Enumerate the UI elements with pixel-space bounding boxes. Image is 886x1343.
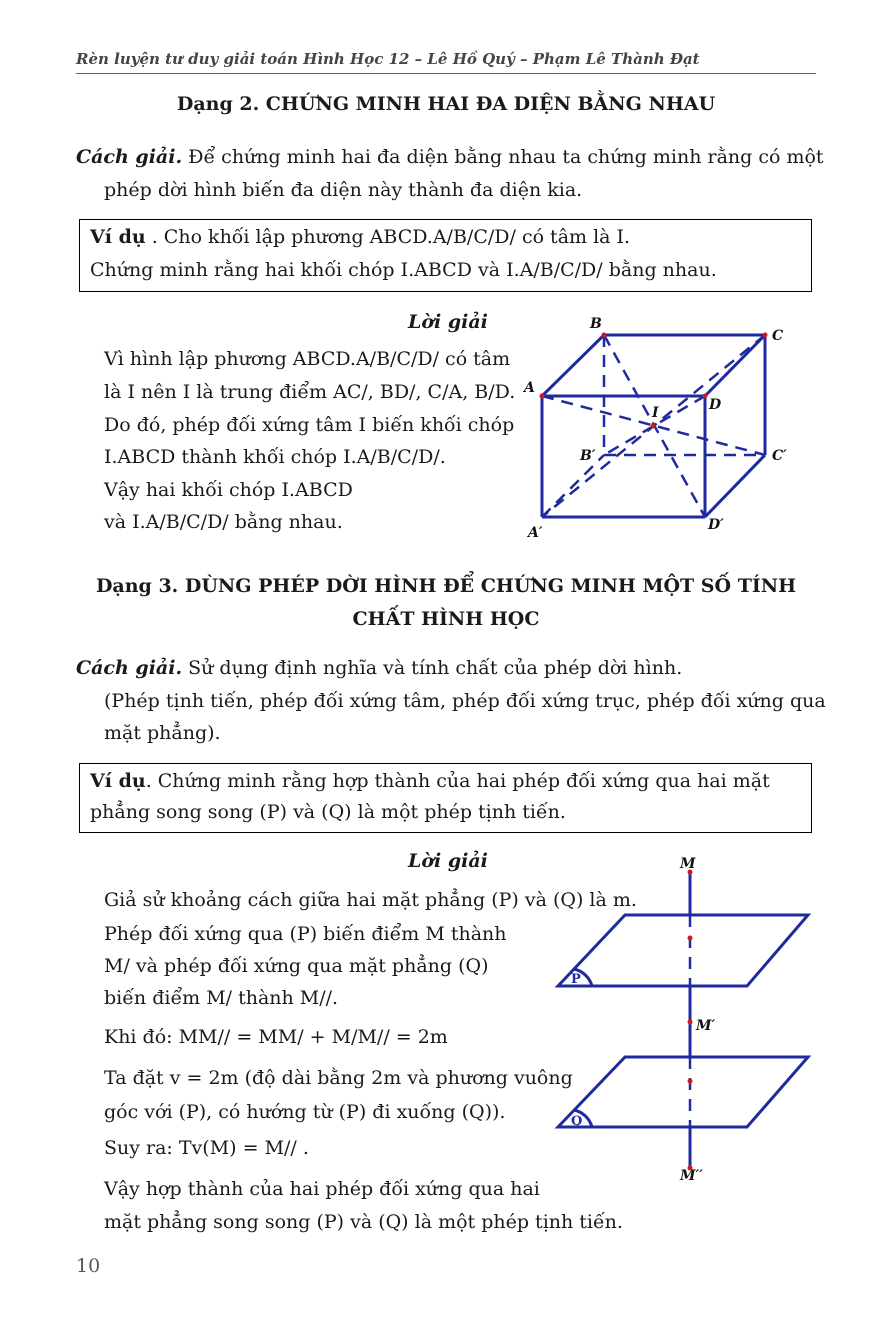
method-text: Sử dụng định nghĩa và tính chất của phép dời hình. [182, 657, 683, 679]
solution-line: Phép đối xứng qua (P) biến điểm M thành [104, 923, 507, 945]
cube-label-a: A [524, 380, 535, 396]
section2-title: Dạng 2. CHỨNG MINH HAI ĐA DIỆN BẰNG NHAU [176, 93, 716, 115]
header-rule [76, 73, 816, 74]
solution-line: Suy ra: Tv(M) = M// . [104, 1137, 309, 1159]
section3-solution-title: Lời giải [408, 850, 488, 872]
section2-example-line2: Chứng minh rằng hai khối chóp I.ABCD và I.A/B/C/D/ bằng nhau. [90, 259, 717, 281]
cube-label-d1: D′ [708, 517, 724, 533]
solution-line: Vậy hai khối chóp I.ABCD [104, 479, 353, 501]
section2-method-line1 [76, 146, 824, 168]
solution-line: và I.A/B/C/D/ bằng nhau. [104, 511, 343, 533]
section3-example-line2: phẳng song song (P) và (Q) là một phép tịnh tiến. [90, 801, 566, 823]
plane-label-q: Q [571, 1114, 583, 1129]
cube-label-c1: C′ [772, 448, 787, 464]
section3-method-line1 [76, 657, 682, 679]
solution-line: Khi đó: MM// = MM/ + M/M// = 2m [104, 1026, 448, 1048]
cube-label-b: B [590, 316, 602, 332]
plane-label-m2: M′′ [680, 1168, 703, 1184]
solution-line: mặt phẳng song song (P) và (Q) là một phép tịnh tiến. [104, 1211, 623, 1233]
section3-title-line1: Dạng 3. DÙNG PHÉP DỜI HÌNH ĐỂ CHỨNG MINH MỘT SỐ TÍNH [95, 575, 797, 597]
solution-line: I.ABCD thành khối chóp I.A/B/C/D/. [104, 446, 446, 468]
page-number: 10 [76, 1255, 101, 1277]
section3-method-line3: mặt phẳng). [104, 722, 221, 744]
cube-label-a1: A′ [528, 525, 543, 541]
section2-example-line1 [90, 226, 630, 248]
section3-title-line2: CHẤT HÌNH HỌC [352, 608, 540, 630]
solution-line: Ta đặt v = 2m (độ dài bằng 2m và phương vuông [104, 1067, 573, 1089]
example-label: Ví dụ [90, 770, 146, 792]
section3-example-line1 [90, 770, 770, 792]
solution-line: M/ và phép đối xứng qua mặt phẳng (Q) [104, 955, 489, 977]
solution-line: góc với (P), có hướng từ (P) đi xuống (Q)). [104, 1101, 506, 1123]
section2-method-line2: phép dời hình biến đa diện này thành đa diện kia. [104, 179, 583, 201]
example-text: . Chứng minh rằng hợp thành của hai phép đối xứng qua hai mặt [145, 770, 770, 792]
cube-label-i: I [652, 405, 659, 421]
plane-label-m1: M′ [696, 1018, 716, 1034]
running-header: Rèn luyện tư duy giải toán Hình Học 12 – Lê Hồ Quý – Phạm Lê Thành Đạt [76, 50, 700, 68]
cube-label-d: D [709, 397, 722, 413]
section2-solution-title: Lời giải [408, 311, 488, 333]
solution-line: Vậy hợp thành của hai phép đối xứng qua hai [104, 1178, 540, 1200]
solution-line: là I nên I là trung điểm AC/, BD/, C/A, B/D. [104, 381, 516, 403]
plane-label-p: P [571, 972, 581, 987]
planes-diagram [550, 850, 815, 1190]
method-text: Để chứng minh hai đa diện bằng nhau ta chứng minh rằng có một [182, 146, 824, 168]
cube-diagram [520, 310, 800, 545]
plane-label-m: M [680, 856, 696, 872]
example-text: . Cho khối lập phương ABCD.A/B/C/D/ có tâm là I. [145, 226, 631, 248]
solution-line: Do đó, phép đối xứng tâm I biến khối chóp [104, 414, 515, 436]
solution-line: Giả sử khoảng cách giữa hai mặt phẳng (P) và (Q) là m. [104, 889, 637, 911]
section3-method-line2: (Phép tịnh tiến, phép đối xứng tâm, phép đối xứng trục, phép đối xứng qua [104, 690, 826, 712]
example-label: Ví dụ [90, 226, 146, 248]
cube-label-b1: B′ [580, 448, 596, 464]
method-label: Cách giải. [76, 657, 183, 679]
solution-line: Vì hình lập phương ABCD.A/B/C/D/ có tâm [104, 348, 511, 370]
cube-label-c: C [772, 328, 784, 344]
method-label: Cách giải. [76, 146, 183, 168]
solution-line: biến điểm M/ thành M//. [104, 987, 339, 1009]
